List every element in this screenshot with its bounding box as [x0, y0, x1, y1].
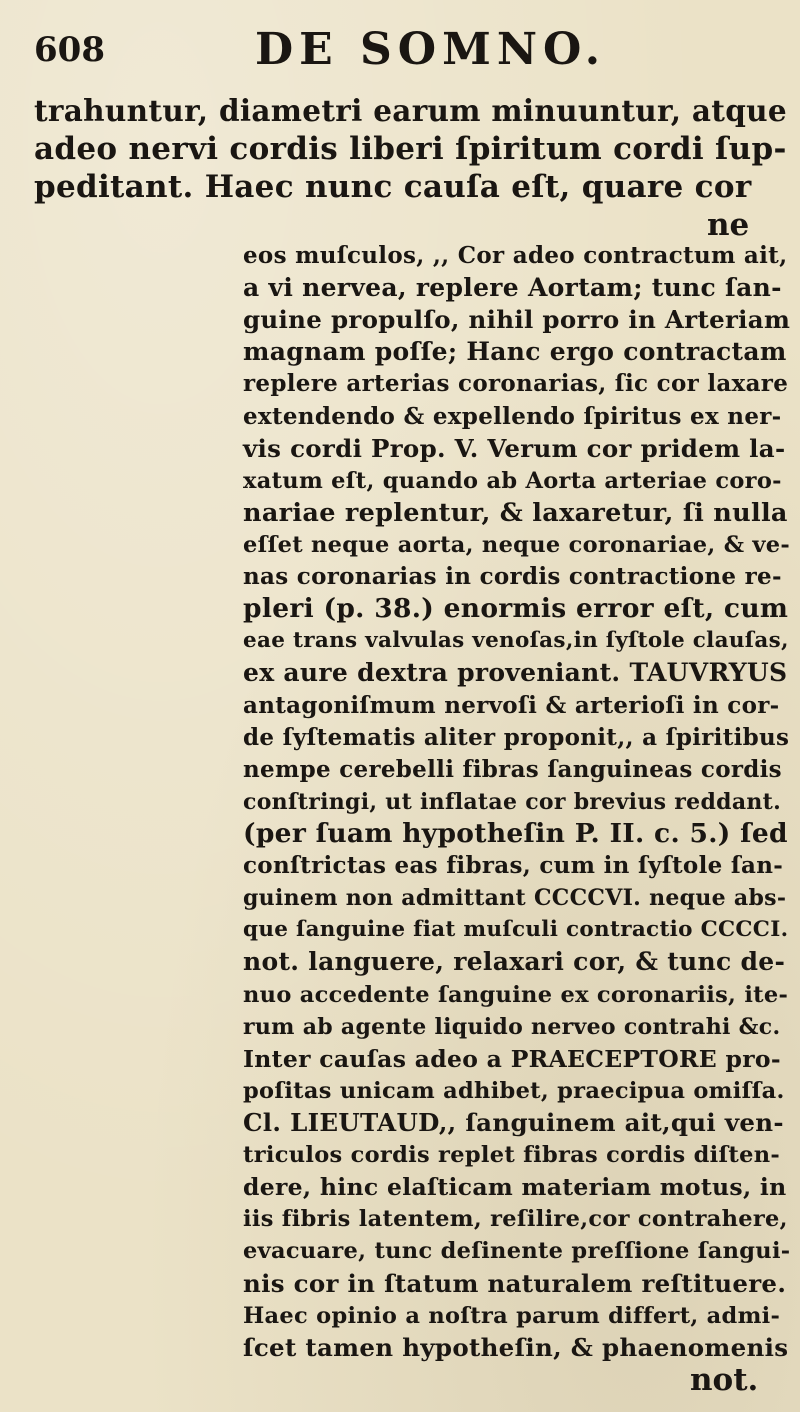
- text-line: nempe cerebelli fibras ſanguineas cordis: [243, 756, 782, 783]
- page-header: [0, 18, 800, 78]
- text-line: evacuare, tunc deſinente preſſione ſangui-: [243, 1238, 791, 1264]
- text-line: ex aure dextra proveniant. TAUVRYUS: [243, 658, 788, 687]
- text-line: Inter cauſas adeo a PRAECEPTORE pro-: [243, 1045, 781, 1073]
- text-line: triculos cordis replet fibras cordis diſten-: [243, 1142, 781, 1168]
- text-line: extendendo & expellendo ſpiritus ex ner-: [243, 403, 782, 430]
- page-number: 608: [34, 30, 105, 70]
- text-line: conſtrictas eas fibras, cum in ſyſtole ſan-: [243, 852, 784, 879]
- text-line: iis fibris latentem, reſilire,cor contrahere,: [243, 1206, 788, 1232]
- text-line: guine propulſo, nihil porro in Arteriam: [243, 305, 791, 334]
- text-line: dere, hinc elaſticam materiam motus, in: [243, 1173, 787, 1201]
- text-line: trahuntur, diametri earum minuuntur, atque: [34, 93, 787, 128]
- running-title: DE SOMNO.: [255, 24, 607, 75]
- text-line: rum ab agente liquido nerveo contrahi &c.: [243, 1014, 781, 1040]
- text-line: poſitas unicam adhibet, praecipua omiſſa.: [243, 1078, 785, 1104]
- text-line: guinem non admittant CCCCVI. neque abs-: [243, 885, 787, 911]
- text-line: xatum eſt, quando ab Aorta arteriae coro-: [243, 468, 782, 494]
- text-line: eos muſculos, ,, Cor adeo contractum ait,: [243, 242, 788, 269]
- text-line: nariae replentur, & laxaretur, ſi nulla: [243, 498, 788, 528]
- text-line: peditant. Haec nunc cauſa eſt, quare cor: [34, 169, 752, 205]
- text-line: pleri (p. 38.) enormis error eſt, cum: [243, 593, 789, 624]
- text-line: Cl. LIEUTAUD,, ſanguinem ait,qui ven-: [243, 1108, 784, 1137]
- text-line: vis cordi Prop. V. Verum cor pridem la-: [243, 434, 786, 463]
- text-line: eae trans valvulas venoſas,in ſyſtole clauſas,: [243, 628, 789, 653]
- text-line: ſcet tamen hypotheſin, & phaenomenis: [243, 1333, 789, 1362]
- text-line: eſſet neque aorta, neque coronariae, & ve-: [243, 532, 791, 558]
- text-line: nis cor in ſtatum naturalem reſtituere.: [243, 1269, 787, 1298]
- text-line: de ſyſtematis aliter proponit,, a ſpiritibus: [243, 724, 790, 751]
- text-line: antagoniſmum nervoſi & arterioſi in cor-: [243, 692, 780, 719]
- text-line: conſtringi, ut inflatae cor brevius reddant.: [243, 789, 782, 815]
- text-line: adeo nervi cordis liberi ſpiritum cordi ſup-: [34, 131, 787, 167]
- text-line: nas coronarias in cordis contractione re-: [243, 563, 782, 590]
- text-line: a vi nervea, replere Aortam; tunc ſan-: [243, 273, 782, 302]
- catchword: not.: [690, 1362, 759, 1398]
- text-line: magnam poſſe; Hanc ergo contractam: [243, 337, 787, 366]
- text-line: replere arterias coronarias, ſic cor laxare: [243, 370, 789, 397]
- text-line: (per ſuam hypotheſin P. II. c. 5.) ſed: [243, 818, 788, 849]
- text-line: Haec opinio a noſtra parum differt, admi-: [243, 1303, 781, 1329]
- text-line: que ſanguine fiat muſculi contractio CCCCI.: [243, 917, 789, 942]
- text-line: nuo accedente ſanguine ex coronariis, ite-: [243, 982, 789, 1008]
- text-line: not. languere, relaxari cor, & tunc de-: [243, 947, 786, 976]
- hyphen-carryover: ne: [707, 207, 750, 243]
